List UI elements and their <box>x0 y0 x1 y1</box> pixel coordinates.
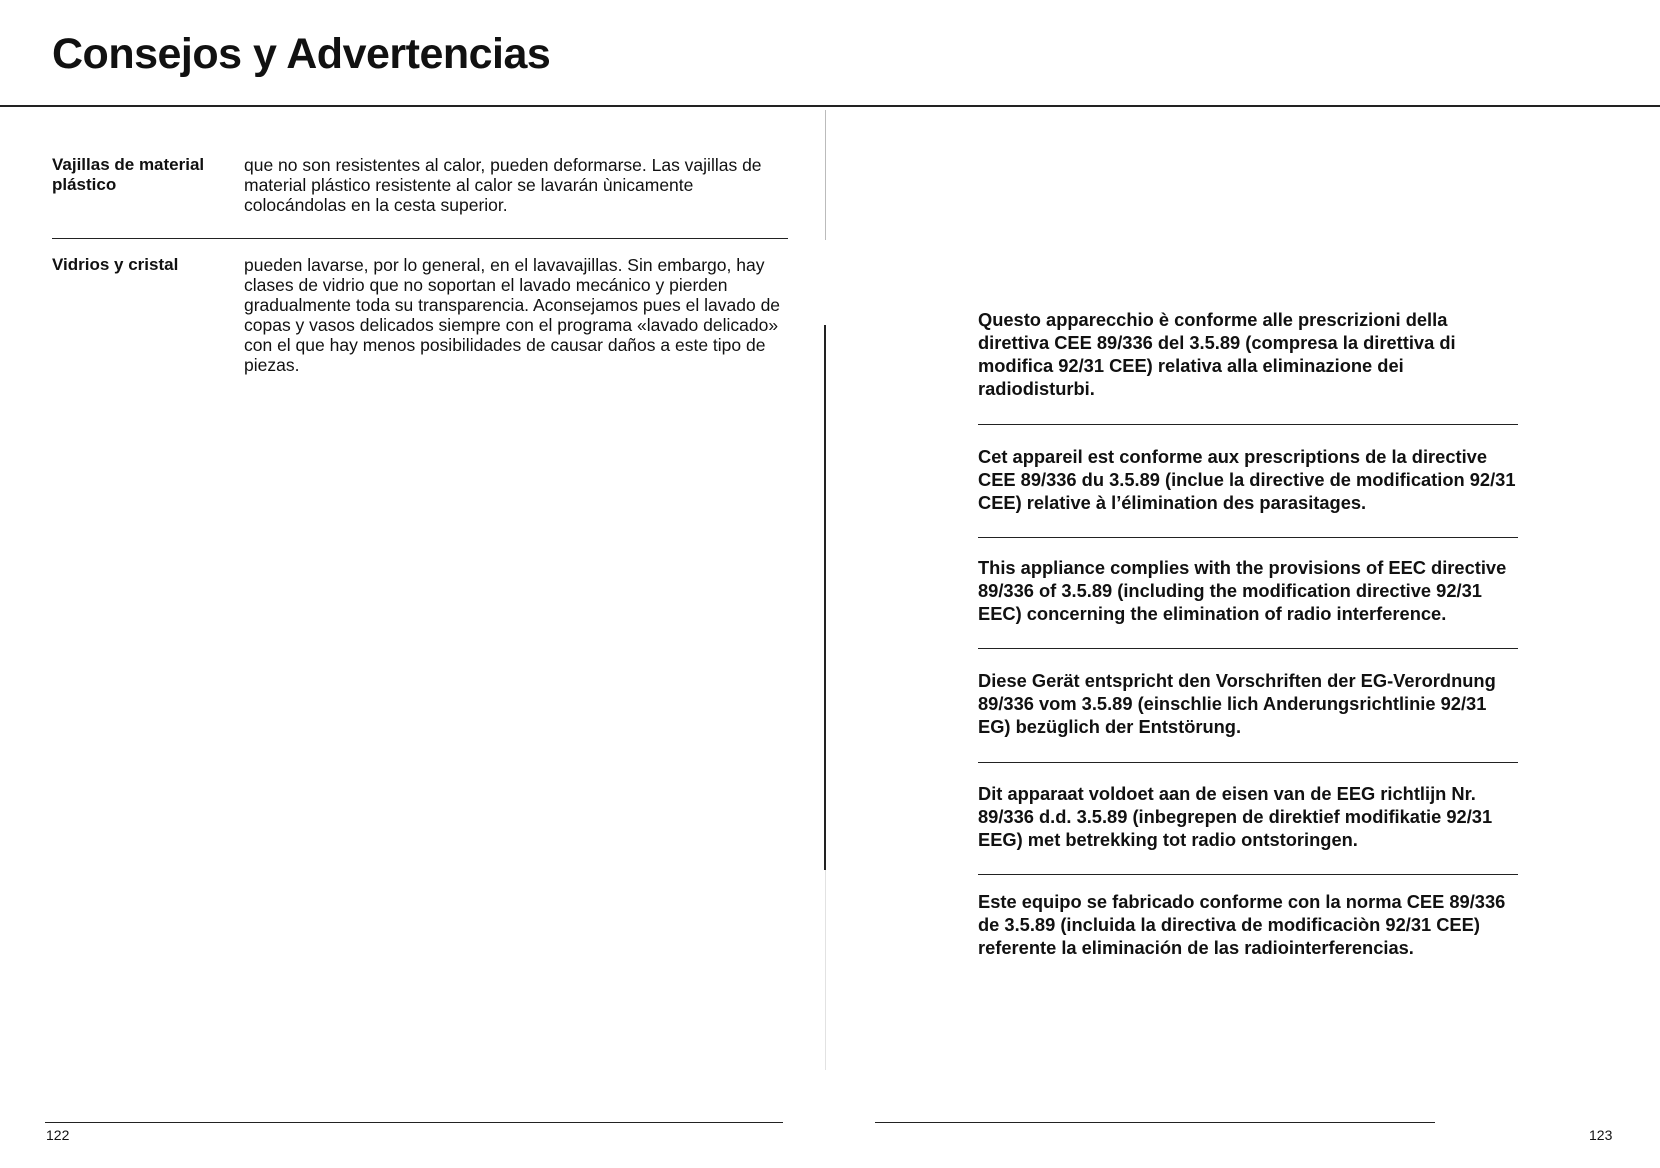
header-divider <box>0 105 825 107</box>
notice-divider <box>978 762 1518 763</box>
page-number: 123 <box>1589 1127 1613 1143</box>
notice-divider <box>978 424 1518 425</box>
entry-text: pueden lavarse, por lo general, en el lavavajillas. Sin embargo, hay clases de vidrio que no soportan el lavado mecánico y pierden gradualmente toda su transparencia. Aconsejamos pues el lavado de copas y vasos delicados siempre con el programa «lavado delicado» con el que hay menos posibilidades de causar daños a este tipo de piezas. <box>244 255 781 375</box>
notice-spanish: Este equipo se fabricado conforme con la norma CEE 89/336 de 3.5.89 (incluida la directiva de modificaciòn 92/31 CEE) referente la eliminación de las radiointerferencias. <box>978 891 1506 958</box>
notice-divider <box>978 648 1518 649</box>
header-divider <box>825 105 1660 107</box>
right-page <box>825 0 1660 1168</box>
footer-divider <box>45 1122 783 1123</box>
notice-french: Cet appareil est conforme aux prescriptions de la directive CEE 89/336 du 3.5.89 (inclue la directive de modification 92/31 CEE) relative à l’élimination des parasitages. <box>978 446 1516 513</box>
page-title: Consejos y Advertencias <box>52 30 551 78</box>
notice-english: This appliance complies with the provisions of EEC directive 89/336 of 3.5.89 (including the modification directive 92/31 EEC) concerning the elimination of radio interference. <box>978 557 1507 624</box>
notice-divider <box>978 874 1518 875</box>
footer-divider <box>875 1122 1435 1123</box>
left-page <box>0 0 825 1168</box>
entry-label: Vajillas de material plástico <box>52 155 205 194</box>
entry-text: que no son resistentes al calor, pueden deformarse. Las vajillas de material plástico resistente al calor se lavarán ùnicamente colocándolas en la cesta superior. <box>244 155 762 215</box>
notice-italian: Questo apparecchio è conforme alle prescrizioni della direttiva CEE 89/336 del 3.5.89 (compresa la direttiva di modifica 92/31 CEE) relativa alla eliminazione dei radiodisturbi. <box>978 309 1456 399</box>
notice-german: Diese Gerät entspricht den Vorschriften der EG-Verordnung 89/336 vom 3.5.89 (einschlie lich Anderungsrichtlinie 92/31 EG) bezüglich der Entstörung. <box>978 670 1496 737</box>
entry-label: Vidrios y cristal <box>52 255 179 274</box>
notice-dutch: Dit apparaat voldoet aan de eisen van de EEG richtlijn Nr. 89/336 d.d. 3.5.89 (inbegrepen de direktief modifikatie 92/31 EEG) met betrekking tot radio ontstoringen. <box>978 783 1493 850</box>
entry-divider <box>52 238 788 239</box>
page-number: 122 <box>46 1127 70 1143</box>
notice-divider <box>978 537 1518 538</box>
